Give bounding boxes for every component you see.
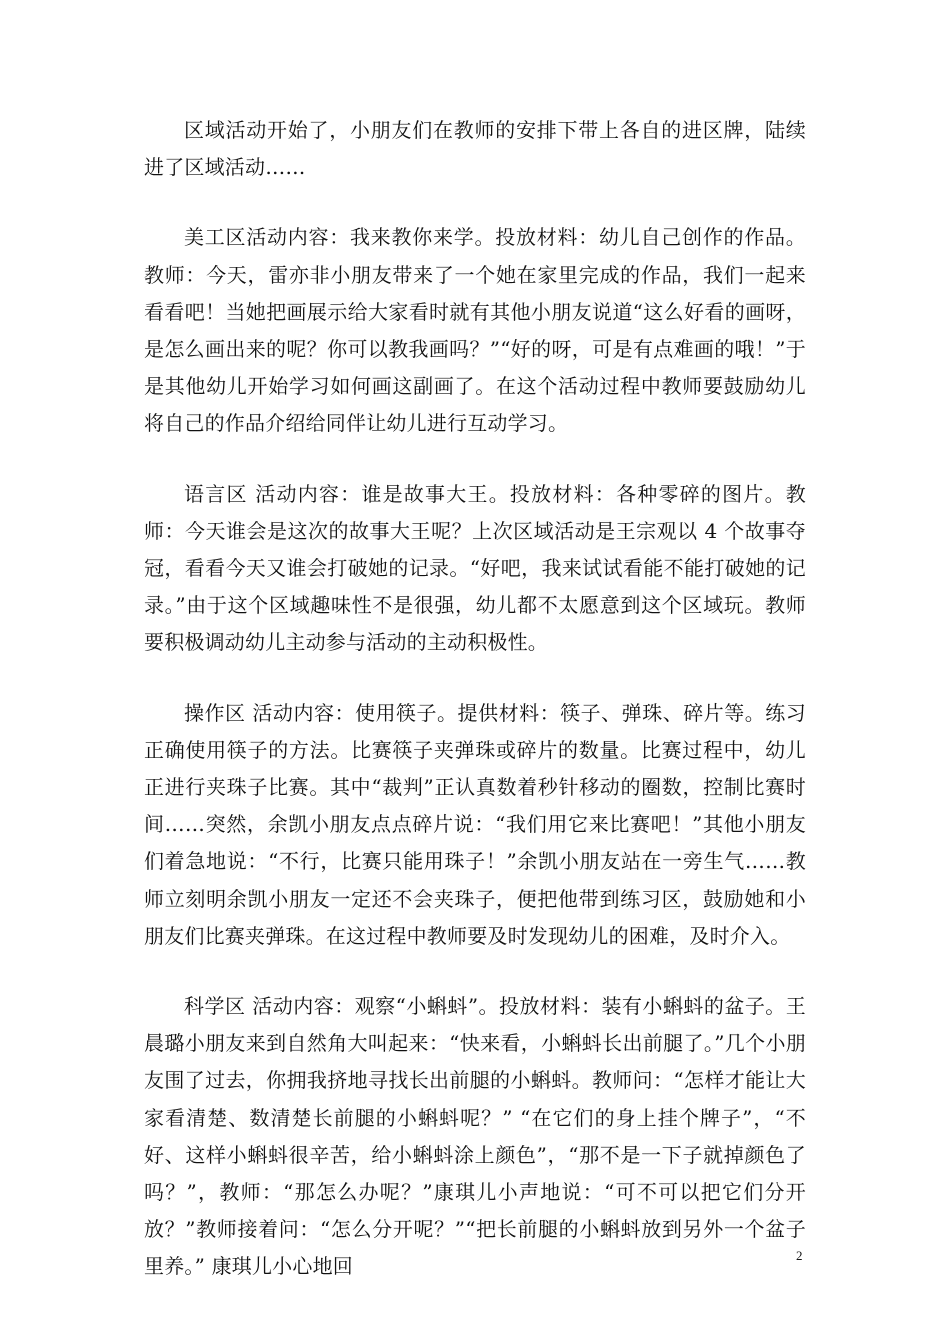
paragraph-intro: 区域活动开始了，小朋友们在教师的安排下带上各自的进区牌，陆续进了区域活动……	[144, 118, 806, 180]
paragraph-science-area: 科学区 活动内容：观察“小蝌蚪”。投放材料：装有小蝌蚪的盆子。王晨璐小朋友来到自然角大叫起来：“快来看，小蝌蚪长出前腿了。”几个小朋友围了过去，你拥我挤地寻找长出前腿的小蝌蚪。教师问：“怎样才能让大家看清楚、数清楚长前腿的小蝌蚪呢？” “在它们的身上挂个牌子”，“不好、这样小蝌蚪很辛苦，给小蝌蚪涂上颜色”，“那不是一下子就掉颜色了吗？”，教师：“那怎么办呢？”康琪儿小声地说：“可不可以把它们分开放？”教师接着问：“怎么分开呢？”“把长前腿的小蝌蚪放到另外一个盆子里养。” 康琪儿小心地回	[144, 994, 806, 1279]
paragraph-language-area: 语言区 活动内容：谁是故事大王。投放材料：各种零碎的图片。教师：今天谁会是这次的故事大王呢？上次区域活动是王宗观以 4 个故事夺冠，看看今天又谁会打破她的记录。“好吧，我来试试看能不能打破她的记录。”由于这个区域趣味性不是很强，幼儿都不太愿意到这个区域玩。教师要积极调动幼儿主动参与活动的主动积极性。	[144, 481, 806, 655]
page-number: 2	[796, 1248, 803, 1263]
paragraph-art-area: 美工区活动内容：我来教你来学。投放材料：幼儿自己创作的作品。教师：今天，雷亦非小朋友带来了一个她在家里完成的作品，我们一起来看看吧！当她把画展示给大家看时就有其他小朋友说道“这么好看的画呀，是怎么画出来的呢？你可以教我画吗？”“好的呀，可是有点难画的哦！”于是其他幼儿开始学习如何画这副画了。在这个活动过程中教师要鼓励幼儿将自己的作品介绍给同伴让幼儿进行互动学习。	[144, 225, 806, 436]
paragraph-operation-area: 操作区 活动内容：使用筷子。提供材料：筷子、弹珠、碎片等。练习正确使用筷子的方法。比赛筷子夹弹珠或碎片的数量。比赛过程中，幼儿正进行夹珠子比赛。其中“裁判”正认真数着秒针移动的圈数，控制比赛时间……突然，余凯小朋友点点碎片说：“我们用它来比赛吧！”其他小朋友们着急地说：“不行，比赛只能用珠子！”余凯小朋友站在一旁生气……教师立刻明余凯小朋友一定还不会夹珠子，便把他带到练习区，鼓励她和小朋友们比赛夹弹珠。在这过程中教师要及时发现幼儿的困难，及时介入。	[144, 700, 806, 948]
body-text	[144, 112, 806, 1319]
